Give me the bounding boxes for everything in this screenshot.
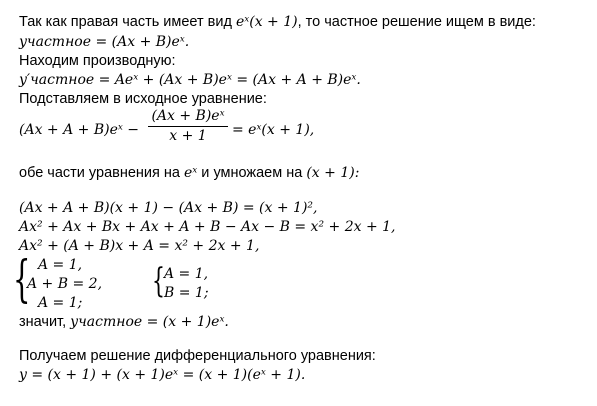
system-brace-left: {: [13, 250, 31, 308]
intro-text-continued: , то частное решение ищем в виде:: [297, 14, 536, 30]
expanded-equation-1: (Ax + A + B)(x + 1) − (Ax + B) = (x + 1)²,: [19, 200, 318, 216]
system2-eq-b: B = 1;: [164, 285, 209, 301]
system1-eq-c: A = 1;: [38, 295, 83, 311]
fraction-numerator: (Ax + B)eˣ: [151, 108, 225, 124]
derivative-formula: y′частное = Aeˣ + (Ax + B)eˣ = (Ax + A + B)eˣ.: [19, 72, 361, 88]
solution-heading: Получаем решение дифференциального уравнения:: [19, 348, 376, 364]
intro-text: Так как правая часть имеет вид: [19, 14, 236, 30]
system2-eq-a: A = 1,: [164, 266, 209, 282]
multiply-text: и умножаем на: [197, 165, 307, 181]
expanded-equation-3: Ax² + (A + B)x + A = x² + 2x + 1,: [19, 238, 260, 254]
substitute-heading: Подставляем в исходное уравнение:: [19, 91, 267, 107]
substituted-equation-right: = eˣ(x + 1),: [232, 122, 315, 138]
divide-multiply-line: [19, 165, 359, 182]
substituted-equation-left: (Ax + A + B)eˣ −: [19, 122, 140, 138]
general-solution-formula: y = (x + 1) + (x + 1)eˣ = (x + 1)(eˣ + 1).: [19, 367, 306, 383]
system1-eq-a: A = 1,: [38, 257, 83, 273]
divide-text: обе части уравнения на: [19, 165, 185, 181]
therefore-line: [19, 314, 229, 331]
intro-line: [19, 14, 536, 31]
system-brace-right: {: [152, 261, 165, 301]
particular-solution-form: yчастное = (Ax + B)eˣ.: [19, 34, 190, 50]
system1-eq-b: A + B = 2,: [27, 276, 103, 292]
fraction-bar: [148, 126, 228, 127]
expanded-equation-2: Ax² + Ax + Bx + Ax + A + B − Ax − B = x² + 2x + 1,: [19, 219, 396, 235]
divide-factor: eˣ: [184, 165, 198, 181]
particular-solution-result: yчастное = (x + 1)eˣ.: [70, 314, 229, 330]
therefore-text: значит,: [19, 314, 71, 330]
fraction-denominator: x + 1: [169, 128, 207, 144]
substituted-fraction: [148, 108, 228, 145]
rhs-form-formula: eˣ(x + 1): [235, 14, 298, 30]
multiply-factor: (x + 1):: [306, 165, 360, 181]
find-derivative-heading: Находим производную:: [19, 53, 176, 69]
